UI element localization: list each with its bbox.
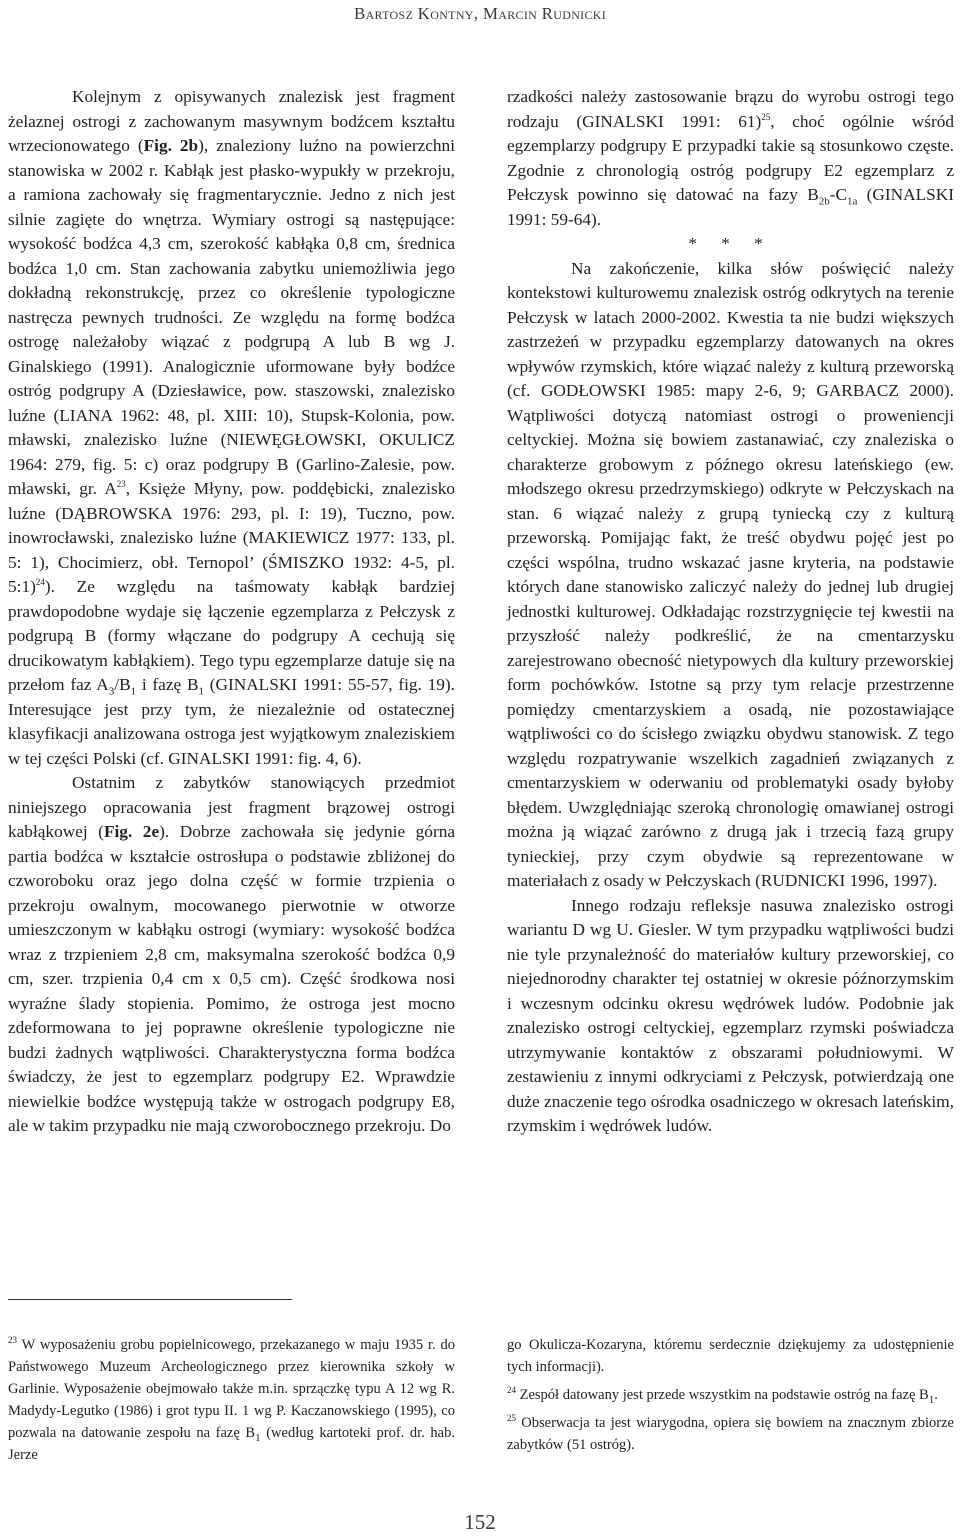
figure-reference: Fig. 2e xyxy=(103,822,160,841)
paragraph-spur-fragment-iron: Kolejnym z opisywanych znalezisk jest fragment żelaznej ostrogi z zachowanym masywnym bodźcem kształtu wrzecionowatego (Fig. 2b), znaleziony luźno na powierzchni stanowiska w 2002 r. Kabłąk jest płasko-wypukły w przekroju, a ramiona zachowały się fragmentarycznie. Jedno z nich jest silnie zagięte do wnętrza. Wymiary ostrogi są następujące: wysokość bodźca 4,3 cm, szerokość kabłąka 0,8 cm, średnica bodźca 1,0 cm. Stan zachowania zabytku uniemożliwia jego dokładną rekonstrukcję, przez co określenie typologiczne nastręcza pewnych trudności. Ze względu na formę bodźca ostrogę należałoby wiązać z podgrupą A lub B wg J. Ginalskiego (1991). Analogicznie uformowane były bodźce ostróg podgrupy A (Dziesławice, pow. staszowski, znalezisko luźne (LIANA 1962: 48, pl. XIII: 10), Stupsk-Kolonia, pow. mławski, znalezisko luźne (NIEWĘGŁOWSKI, OKULICZ 1964: 279, fig. 5: c) oraz podgrupy B (Garlino-Zalesie, pow. mławski, gr. $A^{23}$, Księże Młyny, pow. poddębicki, znalezisko luźne (DĄBROWSKA 1976: 293, pl. I: 19), Tuczno, pow. inowrocławski, znalezisko luźne (MAKIEWICZ 1977: 133, pl. 5: 1), Chocimierz, obł. Ternopol’ (ŚMISZKO 1932: 4-5, pl. 5:1)$^{24}$). Ze względu na taśmowaty kabłąk bardziej prawdopodobne wydaje się łączenie egzemplarza z Pełczysk z podgrupą B (formy włączane do podgrupy A cechują się drucikowatym kabłąkiem). Tego typu egzemplarze datuje się na przełom faz $A_3/B_1$ i fazę $B_1$ (GINALSKI 1991: 55-57, fig. 19). Interesujące jest przy tym, że niezależnie od ostatecznej klasyfikacji analizowana ostroga jest wyjątkowym znaleziskiem w tej części Polski (cf. GINALSKI 1991: fig. 4, 6). xyxy=(8,87,455,768)
footnote-24: $^{24}$ Zespół datowany jest przede wszystkim na podstawie ostróg na fazę $B_1$. xyxy=(507,1385,938,1406)
footnotes-left xyxy=(8,1334,455,1472)
running-header: Bartosz Kontny, Marcin Rudnicki xyxy=(353,4,607,23)
figure-reference: Fig. 2b xyxy=(143,136,199,155)
paragraph-spur-fragment-bronze: Ostatnim z zabytków stanowiących przedmiot niniejszego opracowania jest fragment brązowej ostrogi kabłąkowej (Fig. 2e). Dobrze zachowała się jedynie górna partia bodźca w kształcie ostrosłupa o podstawie zbliżonej do czworoboku oraz jego dolna część w formie trzpienia o przekroju owalnym, mocowanego pierwotnie w otworze umieszczonym w kabłąku ostrogi (wymiary: wysokość bodźca wraz z trzpieniem 2,8 cm, maksymalna szerokość bodźca 0,9 cm, szer. trzpienia 0,4 cm x 0,5 cm). Część środkowa nosi wyraźne ślady stopienia. Pomimo, że ostroga jest mocno zdeformowana to jej poprawne określenie typologiczne nie budzi żadnych wątpliwości. Charakterystyczna forma bodźca świadczy, że jest to egzemplarz podgrupy E2. Wprawdzie niewielkie bodźce występują także w ostrogach podgrupy E8, ale w takim przypadku nie mają czworobocznego przekroju. Do xyxy=(8,773,456,1135)
right-column xyxy=(507,85,954,1139)
footnote-marker-25: 25 xyxy=(761,111,771,122)
footnote-25: $^{25}$ Obserwacja ta jest wiarygodna, opiera się bowiem na znacznym zbiorze zabytków (51 ostróg). xyxy=(507,1413,954,1453)
paragraph-cultural-context: Na zakończenie, kilka słów poświęcić należy kontekstowi kulturowemu znalezisk ostróg odkrytych na terenie Pełczysk w latach 2000-2002. Kwestia ta nie budzi większych zastrzeżeń w przypadku egzemplarzy datowanych na okres wpływów rzymskich, które wiązać należy z kulturą przeworską (cf. GODŁOWSKI 1985: mapy 2-6, 9; GARBACZ 2000). Wątpliwości dotyczą natomiast ostrogi o proweniencji celtyckiej. Można się bowiem zastanawiać, czy znaleziska o charakterze grobowym z późnego okresu lateńskiego (ew. młodszego okresu przedrzymskiego) odkryte w Pełczyskach na stan. 6 wiązać należy z grupą tyniecką czy z kulturą przeworską. Pomijając fakt, że treść obydwu pojęć jest po części wspólna, trudno wskazać jasne kryteria, na podstawie których dane stanowisko zaliczyć należy do jednej lub drugiej jednostki kulturowej. Odkładając rozstrzygnięcie tej kwestii na przyszłość należy podkreślić, że na cmentarzysku zarejestrowano obecność nietypowych dla kultury przeworskiej form pochówków. Istotne są przy tym relacje przestrzenne pomiędzy cmentarzyskiem a osadą, nie pozostawiające wątpliwości co do ścisłego związku obydwu stanowisk. Z tego względu rozpatrywanie wszelkich zagadnień związanych z cmentarzyskiem w oderwaniu od problematyki osady byłoby błędem. Uwzględniając szeroką chronologię omawianej ostrogi można ją wiązać zarówno z drugą jak i trzecią fazą grupy tynieckiej, przy czym obydwie są reprezentowane w materiałach z osady w Pełczyskach (RUDNICKI 1996, 1997). xyxy=(507,258,954,890)
paragraph-variant-d: Innego rodzaju refleksje nasuwa znalezisko ostrogi wariantu D wg U. Giesler. W tym przypadku wątpliwości budzi nie tyle przynależność do materiałów kultury przeworskiej, co niejednorodny charakter tej ostatniej w okresie późnorzymskim i wczesnym odcinku okresu wędrówek ludów. Podobnie jak znalezisko ostrogi celtyckiej, egzemplarz rzymski poświadcza utrzymywanie kontaktów z obszarami południowymi. W zestawieniu z innymi odkryciami z Pełczysk, potwierdzają one duże znaczenie tego ośrodka osadniczego w okresach lateńskim, rzymskim i wędrówek ludów. xyxy=(507,895,954,1135)
footnote-23: $^{23}$ W wyposażeniu grobu popielnicowego, przekazanego w maju 1935 r. do Państwowego Muzeum Archeologicznego przez kierownika szkoły w Garlinie. Wyposażenie obejmowało także m.in. sprzączkę typu A 12 wg R. Madydy-Legutko (1986) i grot typu II. 1 wg P. Kaczanowskiego (1995), co pozwala na datowanie zespołu na fazę $B_1$ (według kartoteki prof. dr. hab. Jerze xyxy=(8,1335,455,1463)
page-number: 152 xyxy=(464,1510,496,1534)
section-separator: * * * xyxy=(688,234,773,253)
left-column xyxy=(8,85,455,1139)
footnote-marker-23: 23 xyxy=(116,479,126,490)
footnote-rule xyxy=(8,1299,292,1300)
paragraph-continuation: rzadkości należy zastosowanie brązu do wyrobu ostrogi tego rodzaju (GINALSKI 1991: 61)$^{25}$, choć ogólnie wśród egzemplarzy podgrupy E przypadki takie są stosunkowo częste. Zgodnie z chronologią ostróg podgrupy E2 egzemplarz z Pełczysk powinno się datować na fazy $B_{2b}-C_{1a}$ (GINALSKI 1991: 59-64). xyxy=(507,87,955,229)
footnote-marker-24: 24 xyxy=(35,577,45,588)
footnotes-right xyxy=(507,1334,954,1462)
footnote-23-continuation: go Okulicza-Kozaryna, któremu serdecznie dziękujemy za udostępnienie tych informacji). xyxy=(507,1337,954,1375)
